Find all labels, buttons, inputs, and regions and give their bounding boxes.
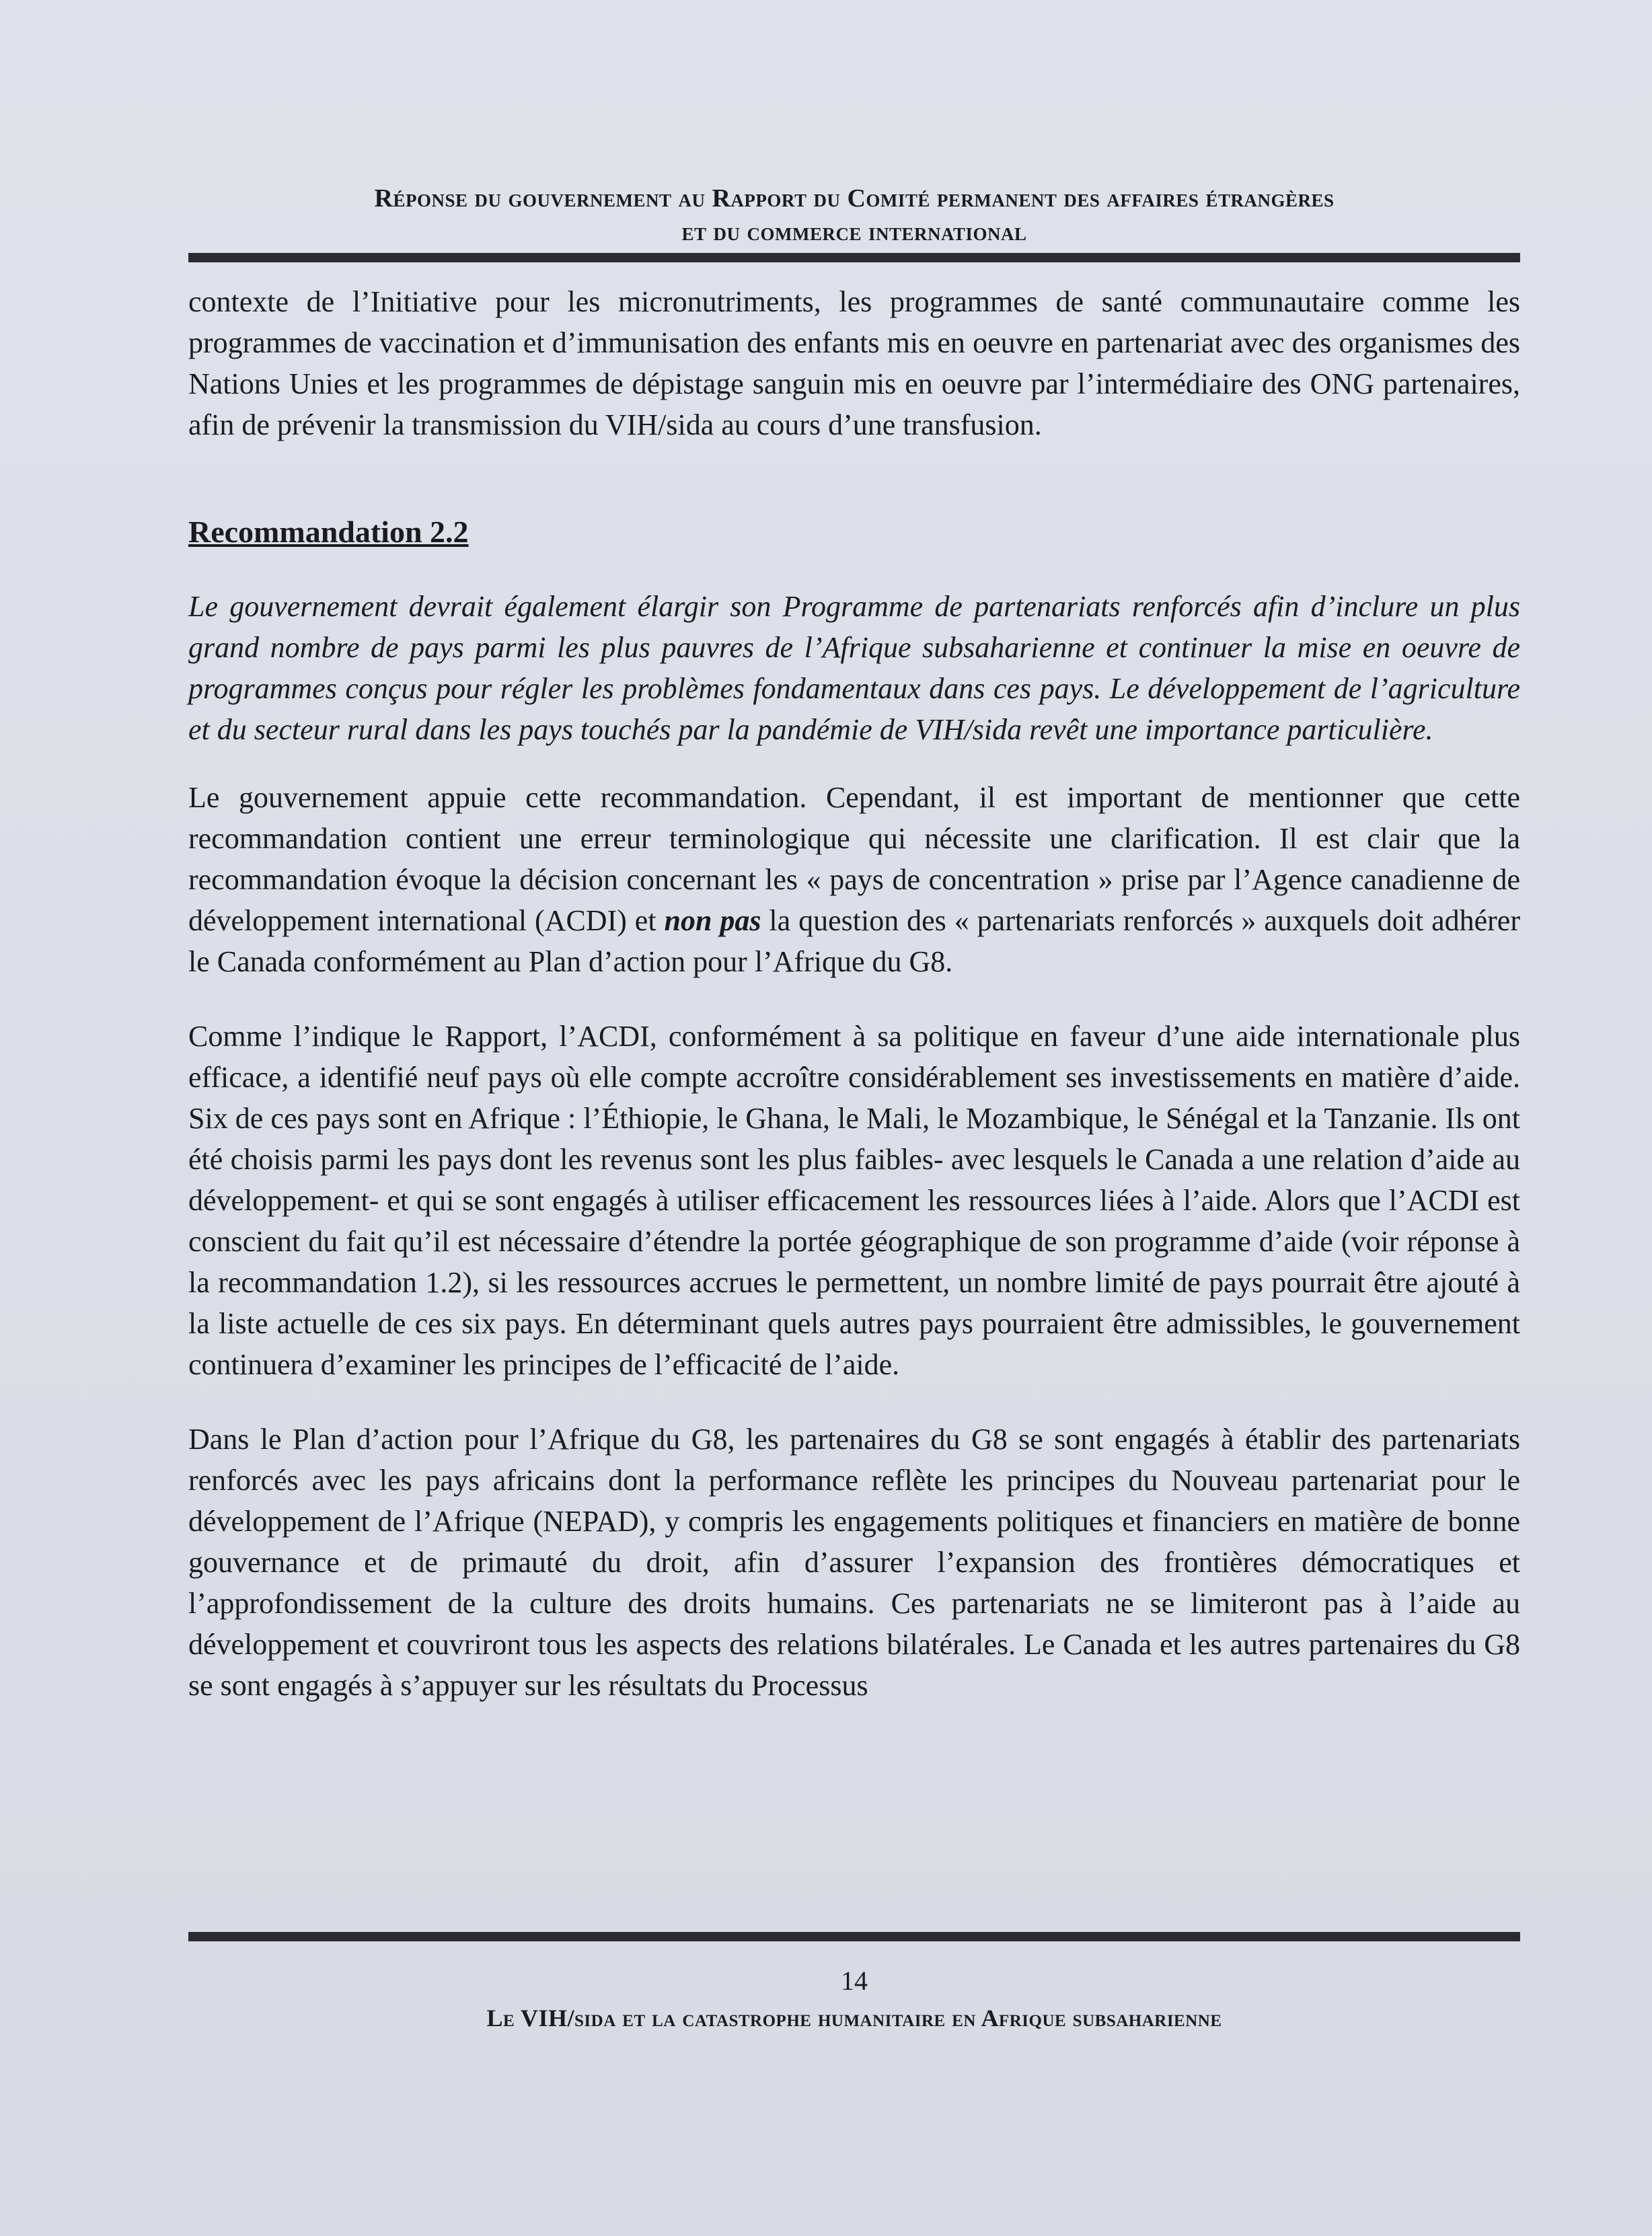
header-line-1: Réponse du gouvernement au Rapport du Comité permanent des affaires étrangères bbox=[374, 184, 1335, 213]
running-header bbox=[188, 182, 1520, 249]
footer-rule bbox=[188, 1932, 1520, 1941]
recommendation-heading: Recommandation 2.2 bbox=[188, 515, 469, 549]
header-rule bbox=[188, 253, 1520, 262]
continuation-paragraph: contexte de l’Initiative pour les micronutriments, les programmes de santé communautaire comme les programmes de vaccination et d’immunisation des enfants mis en oeuvre en partenariat avec des organismes des Nations Unies et les programmes de dépistage sanguin mis en oeuvre par l’intermédiaire des ONG partenaires, afin de prévenir la transmission du VIH/sida au cours d’une transfusion. bbox=[188, 285, 1520, 441]
response-paragraph-1-end: la question des « partenariats renforcés » auxquels doit adhérer le Canada conformément au Plan d’action pour l’Afrique du G8. bbox=[188, 904, 1520, 978]
response-paragraph-1 bbox=[188, 777, 1520, 982]
page-number: 14 bbox=[841, 1966, 868, 1996]
page-body bbox=[188, 281, 1520, 1706]
response-paragraph-2: Comme l’indique le Rapport, l’ACDI, conformément à sa politique en faveur d’une aide internationale plus efficace, a identifié neuf pays où elle compte accroître considérablement ses investissements en matière d’aide. Six de ces pays sont en Afrique : l’Éthiopie, le Ghana, le Mali, le Mozambique, le Sénégal et la Tanzanie. Ils ont été choisis parmi les pays dont les revenus sont les plus faibles- avec lesquels le Canada a une relation d’aide au développement- et qui se sont engagés à utiliser efficacement les ressources liées à l’aide. Alors que l’ACDI est conscient du fait qu’il est nécessaire d’étendre la portée géographique de son programme d’aide (voir réponse à la recommandation 1.2), si les ressources accrues le permettent, un nombre limité de pays pourrait être ajouté à la liste actuelle de ces six pays. En déterminant quels autres pays pourraient être admissibles, le gouvernement continuera d’examiner les principes de l’efficacité de l’aide. bbox=[188, 1020, 1520, 1381]
recommendation-text: Le gouvernement devrait également élargir son Programme de partenariats renforcés afin d’inclure un plus grand nombre de pays parmi les plus pauvres de l’Afrique subsaharienne et continuer la mise en oeuvre de programmes conçus pour régler les problèmes fondamentaux dans ces pays. Le développement de l’agriculture et du secteur rural dans les pays touchés par la pandémie de VIH/sida revêt une importance particulière. bbox=[188, 590, 1520, 746]
response-paragraph-1-start: Le gouvernement appuie cette recommandation. Cependant, il est important de mentionner que cette recommandation contient une erreur terminologique qui nécessite une clarification. Il est clair que la recommandation évoque la décision concernant les « pays de concentration » prise par l’Agence canadienne de développement international (ACDI) et bbox=[188, 781, 1520, 937]
running-footer: Le VIH/sida et la catastrophe humanitaire en Afrique subsaharienne bbox=[486, 2005, 1222, 2032]
emphasis-text: non pas bbox=[664, 904, 761, 937]
header-line-2: et du commerce international bbox=[681, 218, 1027, 246]
response-paragraph-3: Dans le Plan d’action pour l’Afrique du G8, les partenaires du G8 se sont engagés à établir des partenariats renforcés avec les pays africains dont la performance reflète les principes du Nouveau partenariat pour le développement de l’Afrique (NEPAD), y compris les engagements politiques et financiers en matière de bonne gouvernance et de primauté du droit, afin d’assurer l’expansion des frontières démocratiques et l’approfondissement de la culture des droits humains. Ces partenariats ne se limiteront pas à l’aide au développement et couvriront tous les aspects des relations bilatérales. Le Canada et les autres partenaires du G8 se sont engagés à s’appuyer sur les résultats du Processus bbox=[188, 1423, 1520, 1702]
